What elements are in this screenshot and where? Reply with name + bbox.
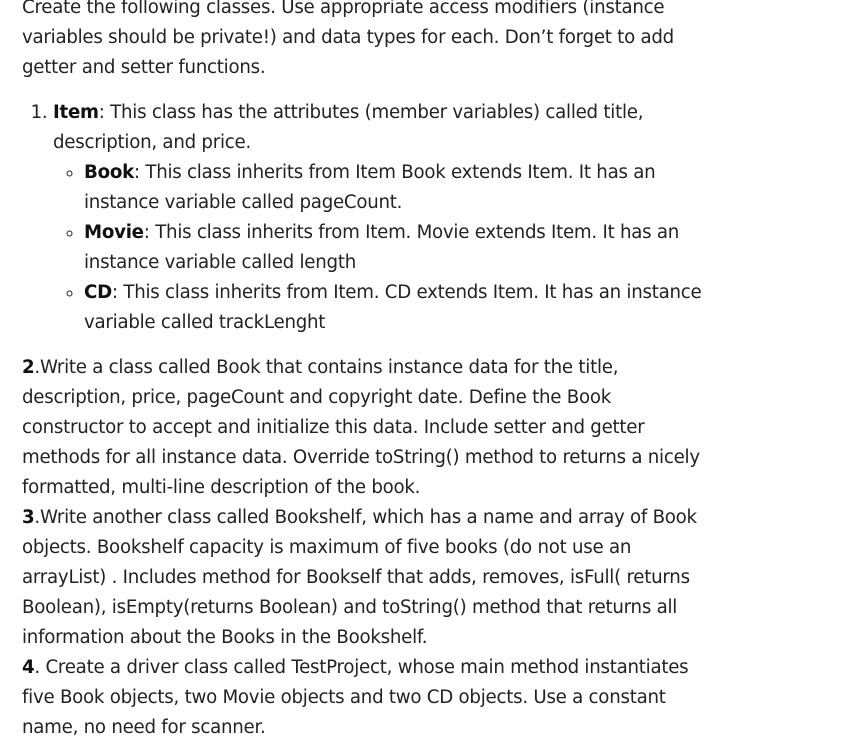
- assignment-document: [22, 0, 702, 743]
- item-class-description: : This class has the attributes (member variables) called title, description, and price.: [53, 102, 644, 153]
- cd-class-description: : This class inherits from Item. CD extends Item. It has an instance variable called trackLenght: [84, 282, 702, 333]
- book-class-description: : This class inherits from Item Book extends Item. It has an instance variable called pageCount.: [84, 162, 656, 213]
- task-2-text: .Write a class called Book that contains instance data for the title, description, price, pageCount and copyright date. Define the Book constructor to accept and initialize this data. Include setter and getter methods for all instance data. Override toString() method to returns a nicely formatted, multi-line description of the book.: [22, 357, 700, 498]
- list-item-book: [84, 158, 702, 218]
- task-4-number: 4: [22, 657, 35, 678]
- movie-class-description: : This class inherits from Item. Movie extends Item. It has an instance variable called length: [84, 222, 680, 273]
- task-2-paragraph: [22, 353, 702, 503]
- task-3-paragraph: [22, 503, 702, 653]
- movie-class-name: Movie: [84, 222, 144, 243]
- list-item-cd: [84, 278, 702, 338]
- intro-paragraph: Create the following classes. Use appropriate access modifiers (instance variables should be private!) and data types for each. Don’t forget to add getter and setter functions.: [22, 0, 674, 78]
- task-2-number: 2: [22, 357, 35, 378]
- task-4-paragraph: [22, 653, 702, 743]
- task-3-number: 3: [22, 507, 35, 528]
- task-3-text: .Write another class called Bookshelf, which has a name and array of Book objects. Bookshelf capacity is maximum of five books (do not use an arrayList) . Includes method for Bookself that adds, removes, isFull( returns Boolean), isEmpty(returns Boolean) and toString() method that returns all information about the Books in the Bookshelf.: [22, 507, 697, 648]
- list-item-item: [53, 98, 702, 338]
- book-class-name: Book: [84, 162, 134, 183]
- item-class-name: Item: [53, 102, 99, 123]
- class-list: [22, 98, 702, 338]
- task-4-text: . Create a driver class called TestProject, whose main method instantiates five Book objects, two Movie objects and two CD objects. Use a constant name, no need for scanner.: [22, 657, 689, 738]
- cd-class-name: CD: [84, 282, 112, 303]
- subclass-list: [53, 158, 702, 338]
- list-item-movie: [84, 218, 702, 278]
